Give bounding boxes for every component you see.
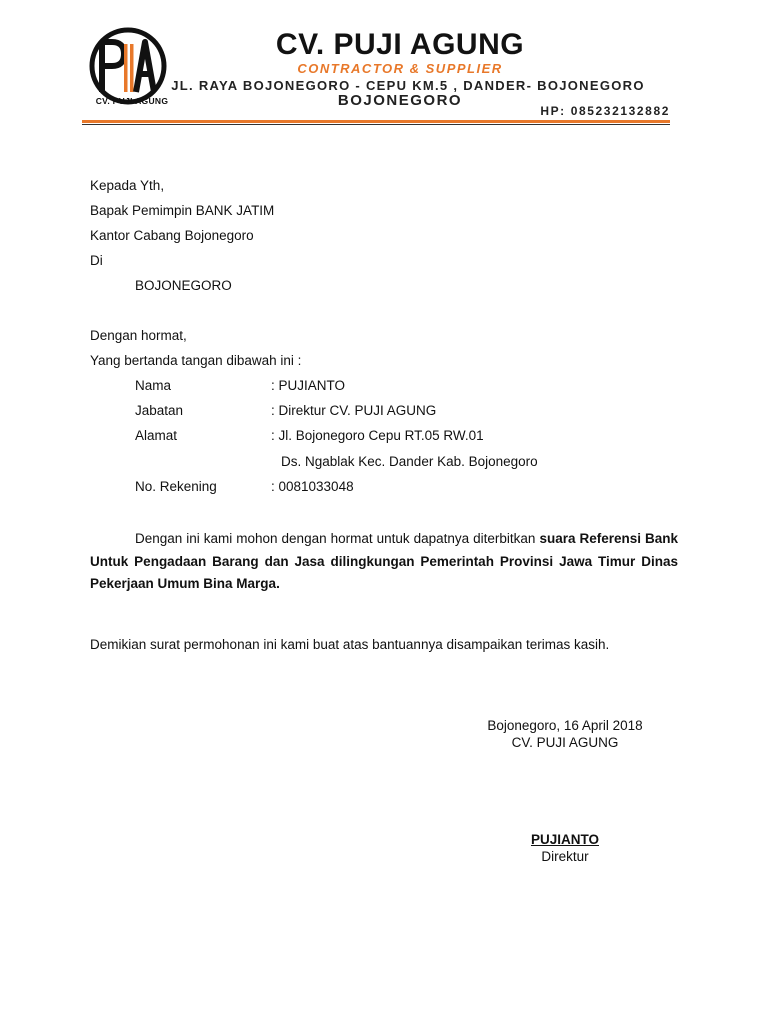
request-subject: suara Referensi Bank Untuk Pengadaan Barang dan Jasa dilingkungan Pemerintah Provinsi Jawa Timur Dinas Pekerjaan Umum Bina Marga. [90,531,678,591]
place-date: Bojonegoro, 16 April 2018 [487,718,643,733]
signature-company: CV. PUJI AGUNG [511,735,619,750]
signer-name: PUJIANTO [530,832,599,847]
request-text: Dengan ini kami mohon dengan hormat untuk dapatnya diterbitkan [135,531,536,546]
company-name: CV. PUJI AGUNG [275,28,525,61]
position-label: Jabatan [135,403,184,418]
company-tagline: CONTRACTOR & SUPPLIER [297,61,503,76]
letterhead-divider [82,124,670,125]
account-label: No. Rekening [135,479,217,494]
name-label: Nama [135,378,172,393]
recipient-line-4: Di [90,253,103,268]
address-value: : Jl. Bojonegoro Cepu RT.05 RW.01 [271,428,484,443]
logo-caption: CV. PUJI AGUNG [95,96,169,106]
position-value: : Direktur CV. PUJI AGUNG [271,403,437,418]
company-phone: HP: 085232132882 [540,104,670,118]
recipient-line-5: BOJONEGORO [135,278,232,293]
salutation: Dengan hormat, [90,328,187,343]
address-label: Alamat [135,428,178,443]
closing-line: Demikian surat permohonan ini kami buat atas bantuannya disampaikan terimas kasih. [90,637,610,652]
request-paragraph [90,528,678,596]
letterhead-divider-accent [82,120,670,123]
signer-title: Direktur [541,849,589,864]
recipient-line-1: Kepada Yth, [90,178,165,193]
address-value-line-2: Ds. Ngablak Kec. Dander Kab. Bojonegoro [281,454,538,469]
account-value: : 0081033048 [271,479,354,494]
intro-line: Yang bertanda tangan dibawah ini : [90,353,302,368]
company-address: JL. RAYA BOJONEGORO - CEPU KM.5 , DANDER- BOJONEGORO [171,78,645,93]
company-logo-icon [88,26,168,106]
recipient-line-3: Kantor Cabang Bojonegoro [90,228,254,243]
company-city: BOJONEGORO [337,92,463,109]
name-value: : PUJIANTO [271,378,346,393]
recipient-line-2: Bapak Pemimpin BANK JATIM [90,203,275,218]
